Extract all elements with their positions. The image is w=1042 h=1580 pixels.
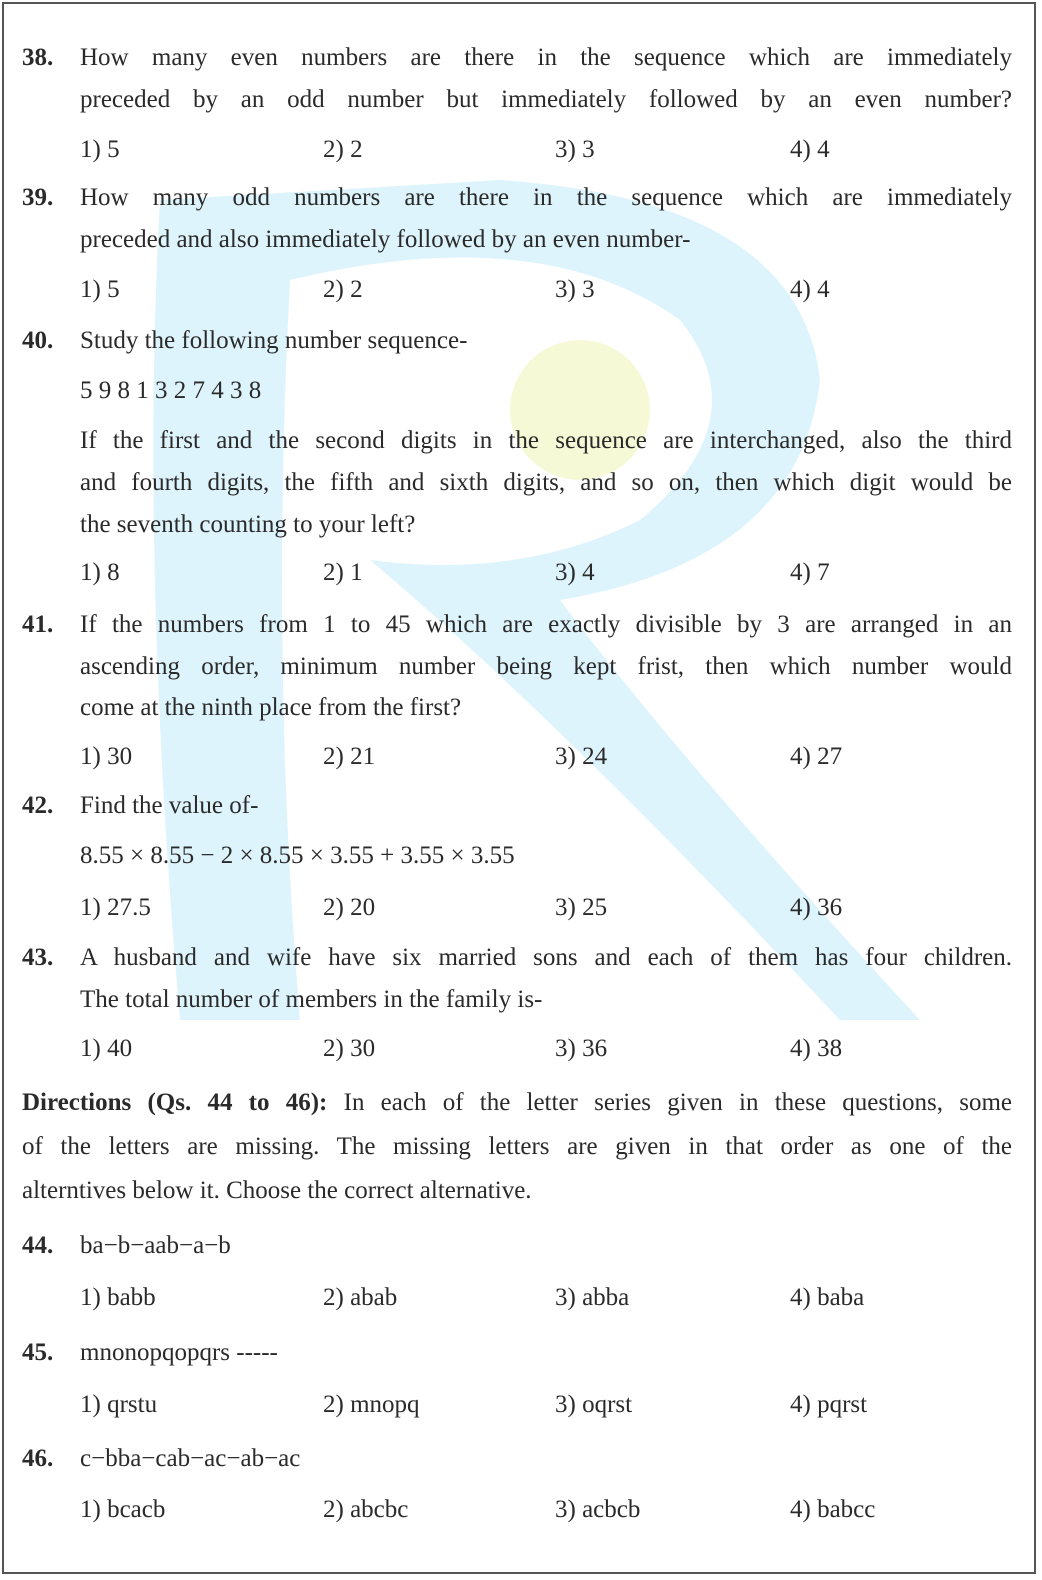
directions-line <box>22 1131 1012 1163</box>
answer-option[interactable]: 4) pqrst <box>790 1391 868 1418</box>
question-text-line: A husband and wife have six married sons and each of them has four children. <box>80 944 1012 971</box>
answer-option[interactable]: 3) 3 <box>555 136 595 163</box>
answer-option[interactable]: 4) baba <box>790 1284 865 1311</box>
answer-option[interactable]: 2) 2 <box>323 276 363 303</box>
question-text-line: come at the ninth place from the first? <box>80 694 462 721</box>
question-text-line: c−bba−cab−ac−ab−ac <box>80 1445 301 1472</box>
question-number: 40. <box>22 327 54 354</box>
directions-text: In each of the letter series given in these questions, some <box>327 1089 1012 1116</box>
answer-option[interactable]: 1) 30 <box>80 743 133 770</box>
answer-option[interactable]: 3) oqrst <box>555 1391 633 1418</box>
answer-option[interactable]: 3) 25 <box>555 894 608 921</box>
directions-line <box>22 1175 1012 1207</box>
answer-option[interactable]: 3) 36 <box>555 1035 608 1062</box>
answer-option[interactable]: 4) 4 <box>790 136 830 163</box>
question-text-line: The total number of members in the family is- <box>80 986 543 1013</box>
answer-option[interactable]: 4) 4 <box>790 276 830 303</box>
question-number: 41. <box>22 611 54 638</box>
question-text-line: and fourth digits, the fifth and sixth digits, and so on, then which digit would be <box>80 469 1012 496</box>
directions-text: alterntives below it. Choose the correct alternative. <box>22 1177 532 1204</box>
question-text-line: Study the following number sequence- <box>80 327 468 354</box>
answer-option[interactable]: 4) babcc <box>790 1496 876 1523</box>
question-number: 38. <box>22 44 54 71</box>
answer-option[interactable]: 1) 8 <box>80 559 120 586</box>
answer-option[interactable]: 4) 27 <box>790 743 843 770</box>
answer-option[interactable]: 2) abab <box>323 1284 398 1311</box>
answer-option[interactable]: 4) 36 <box>790 894 843 921</box>
answer-option[interactable]: 2) 21 <box>323 743 376 770</box>
answer-option[interactable]: 1) bcacb <box>80 1496 166 1523</box>
answer-option[interactable]: 2) 30 <box>323 1035 376 1062</box>
question-text-line: ascending order, minimum number being kept frist, then which number would <box>80 653 1012 680</box>
answer-option[interactable]: 1) 40 <box>80 1035 133 1062</box>
answer-option[interactable]: 2) abcbc <box>323 1496 409 1523</box>
question-text-line: If the numbers from 1 to 45 which are exactly divisible by 3 are arranged in an <box>80 611 1012 638</box>
question-text-line: mnonopqopqrs ----- <box>80 1339 278 1366</box>
directions-text: of the letters are missing. The missing letters are given in that order as one of the <box>22 1133 1012 1160</box>
answer-option[interactable]: 3) 24 <box>555 743 608 770</box>
answer-option[interactable]: 3) 4 <box>555 559 595 586</box>
question-text-line: How many odd numbers are there in the sequence which are immediately <box>80 184 1012 211</box>
answer-option[interactable]: 1) qrstu <box>80 1391 158 1418</box>
question-number: 46. <box>22 1445 54 1472</box>
question-number: 43. <box>22 944 54 971</box>
answer-option[interactable]: 4) 7 <box>790 559 830 586</box>
answer-option[interactable]: 2) mnopq <box>323 1391 420 1418</box>
question-text-line: How many even numbers are there in the sequence which are immediately <box>80 44 1012 71</box>
answer-option[interactable]: 1) 27.5 <box>80 894 151 921</box>
question-text-line: 8.55 × 8.55 − 2 × 8.55 × 3.55 + 3.55 × 3.55 <box>80 842 515 869</box>
question-text-line: preceded and also immediately followed by an even number- <box>80 226 691 253</box>
question-number: 45. <box>22 1339 54 1366</box>
question-number: 39. <box>22 184 54 211</box>
directions-label: Directions (Qs. 44 to 46): <box>22 1089 328 1116</box>
answer-option[interactable]: 1) 5 <box>80 136 120 163</box>
answer-option[interactable]: 1) babb <box>80 1284 156 1311</box>
answer-option[interactable]: 4) 38 <box>790 1035 843 1062</box>
question-text-line: preceded by an odd number but immediately followed by an even number? <box>80 86 1012 113</box>
answer-option[interactable]: 3) 3 <box>555 276 595 303</box>
directions-line <box>22 1087 1012 1119</box>
question-text-line: ba−b−aab−a−b <box>80 1232 231 1259</box>
question-text-line: If the first and the second digits in the sequence are interchanged, also the third <box>80 427 1012 454</box>
answer-option[interactable]: 3) abba <box>555 1284 630 1311</box>
question-text-line: the seventh counting to your left? <box>80 511 416 538</box>
question-number: 44. <box>22 1232 54 1259</box>
question-number: 42. <box>22 792 54 819</box>
answer-option[interactable]: 2) 1 <box>323 559 363 586</box>
question-text-line: Find the value of- <box>80 792 259 819</box>
answer-option[interactable]: 2) 2 <box>323 136 363 163</box>
question-text-line: 5 9 8 1 3 2 7 4 3 8 <box>80 377 262 404</box>
answer-option[interactable]: 1) 5 <box>80 276 120 303</box>
answer-option[interactable]: 2) 20 <box>323 894 376 921</box>
answer-option[interactable]: 3) acbcb <box>555 1496 641 1523</box>
